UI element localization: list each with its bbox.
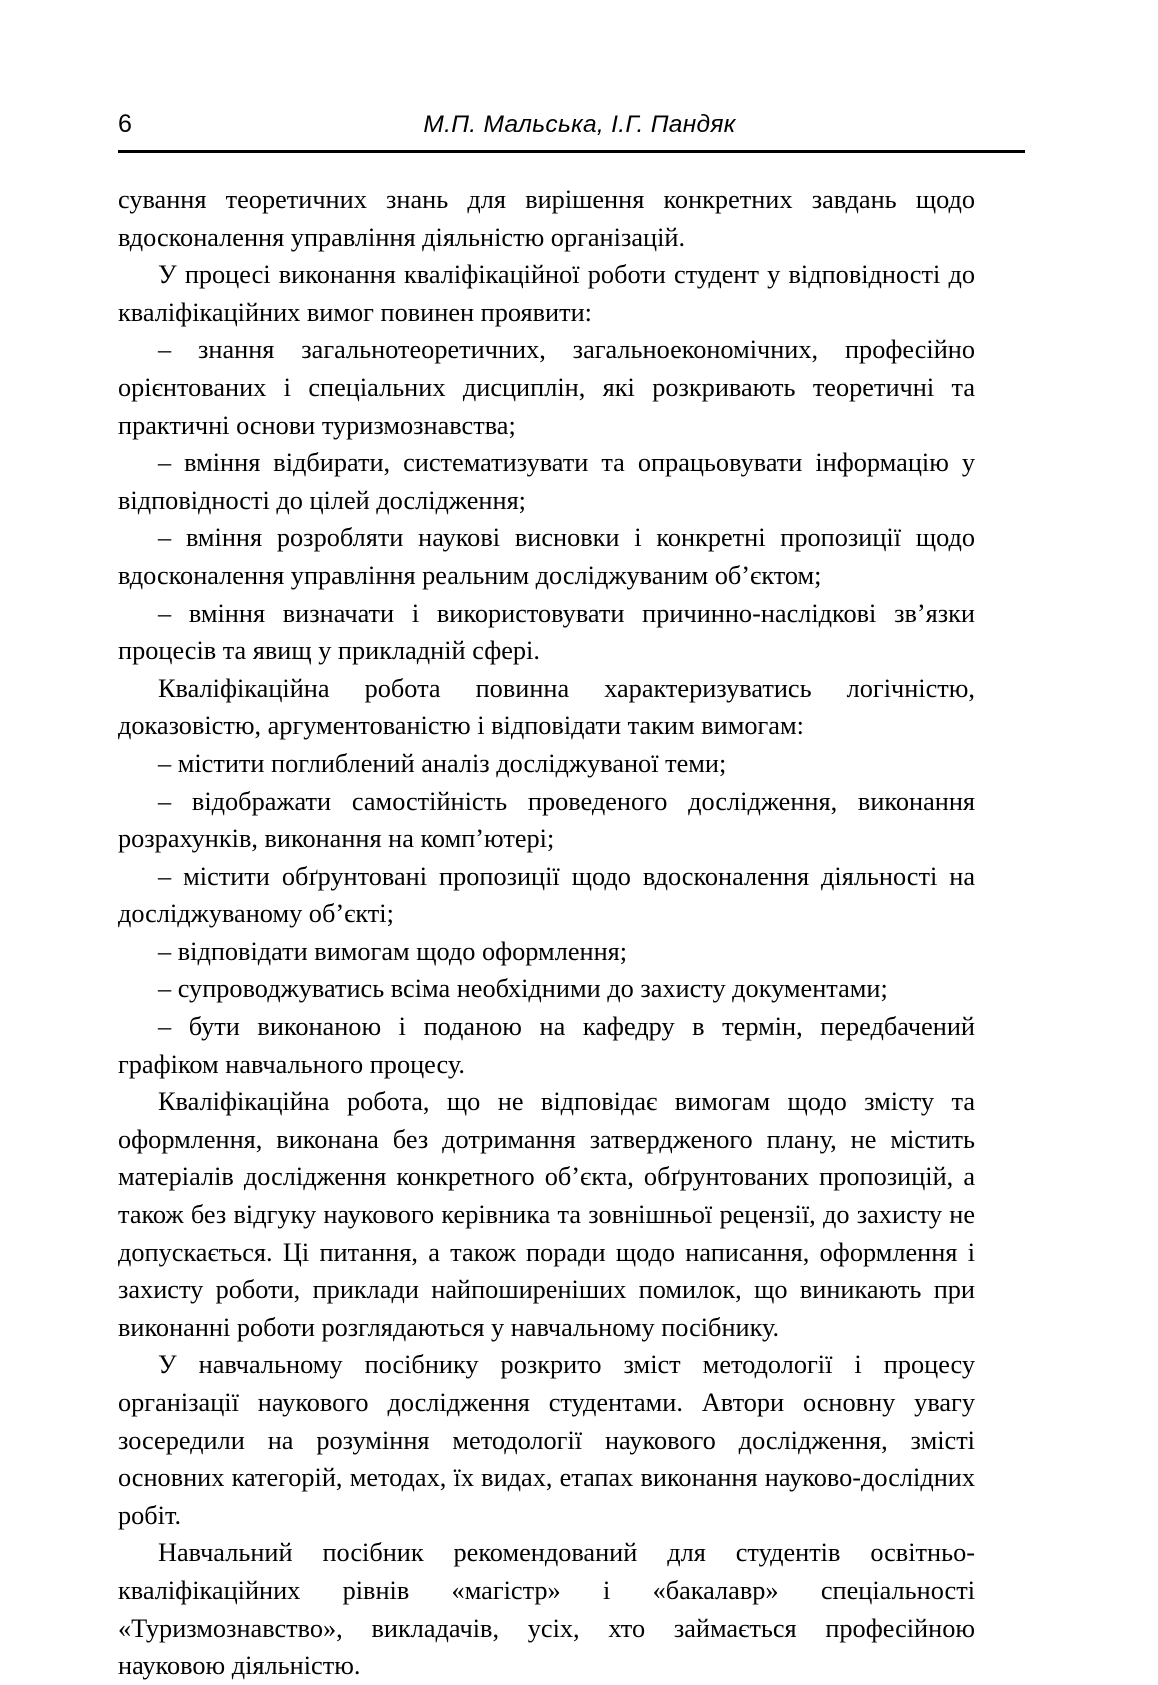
list-item: – відображати самостійність проведеного дослідження, виконання розрахунків, виконання на комп’ютері;	[118, 786, 975, 854]
paragraph: Кваліфікаційна робота повинна характеризуватись логічністю, доказовістю, аргументованістю і відповідати таким вимогам:	[118, 673, 975, 741]
running-header	[118, 112, 1025, 146]
header-divider	[118, 150, 1025, 153]
paragraph: Навчальний посібник рекомендований для студентів освітньо-кваліфікаційних рівнів «магістр» і «бакалавр» спеціальності «Туризмознавство», викладачів, усіх, хто займається професійною науковою діяльністю.	[118, 1538, 975, 1681]
list-item: – знання загальнотеоретичних, загальноекономічних, професійно орієнтованих і спеціальних дисциплін, які розкривають теоретичні та практичні основи туризмознавства;	[118, 335, 975, 440]
list-item: – супроводжуватись всіма необхідними до захисту документами;	[158, 974, 888, 1004]
body-text	[118, 181, 975, 1685]
list-item: – містити поглиблений аналіз досліджуваної теми;	[158, 748, 727, 778]
paragraph: Кваліфікаційна робота, що не відповідає вимогам щодо змісту та оформлення, виконана без дотримання затвердженого плану, не містить матеріалів дослідження конкретного об’єкта, обґрунтованих пропозицій, а також без відгуку наукового керівника та зовнішньої рецензії, до захисту не допускається. Ці питання, а також поради щодо написання, оформлення і захисту роботи, приклади найпоширеніших помилок, що виникають при виконанні роботи розглядаються у навчальному посібнику.	[118, 1087, 975, 1342]
list-item: – бути виконаною і поданою на кафедру в термін, передбачений графіком навчального процесу.	[118, 1012, 975, 1079]
running-title: М.П. Мальська, І.Г. Пандяк	[423, 111, 736, 138]
list-item: – вміння відбирати, систематизувати та опрацьовувати інформацію у відповідності до цілей дослідження;	[118, 448, 975, 515]
list-item: – вміння розробляти наукові висновки і конкретні пропозиції щодо вдосконалення управління реальним досліджуваним об’єктом;	[118, 523, 975, 590]
paragraph: У навчальному посібнику розкрито зміст методології і процесу організації наукового дослідження студентами. Автори основну увагу зосередили на розуміння методології наукового дослідження, змісті основних категорій, методах, їх видах, етапах виконання науково-дослідних робіт.	[118, 1350, 975, 1530]
paragraph: У процесі виконання кваліфікаційної роботи студент у відповідності до кваліфікаційних вимог повинен проявити:	[118, 260, 975, 327]
paragraph: сування теоретичних знань для вирішення конкретних завдань щодо вдосконалення управління діяльністю організацій.	[118, 185, 975, 252]
page-number: 6	[118, 110, 133, 138]
list-item: – містити обґрунтовані пропозиції щодо вдосконалення діяльності на досліджуваному об’єкті;	[118, 861, 975, 929]
list-item: – вміння визначати і використовувати причинно-наслідкові зв’язки процесів та явищ у прикладній сфері.	[118, 598, 975, 666]
list-item: – відповідати вимогам щодо оформлення;	[158, 936, 628, 966]
